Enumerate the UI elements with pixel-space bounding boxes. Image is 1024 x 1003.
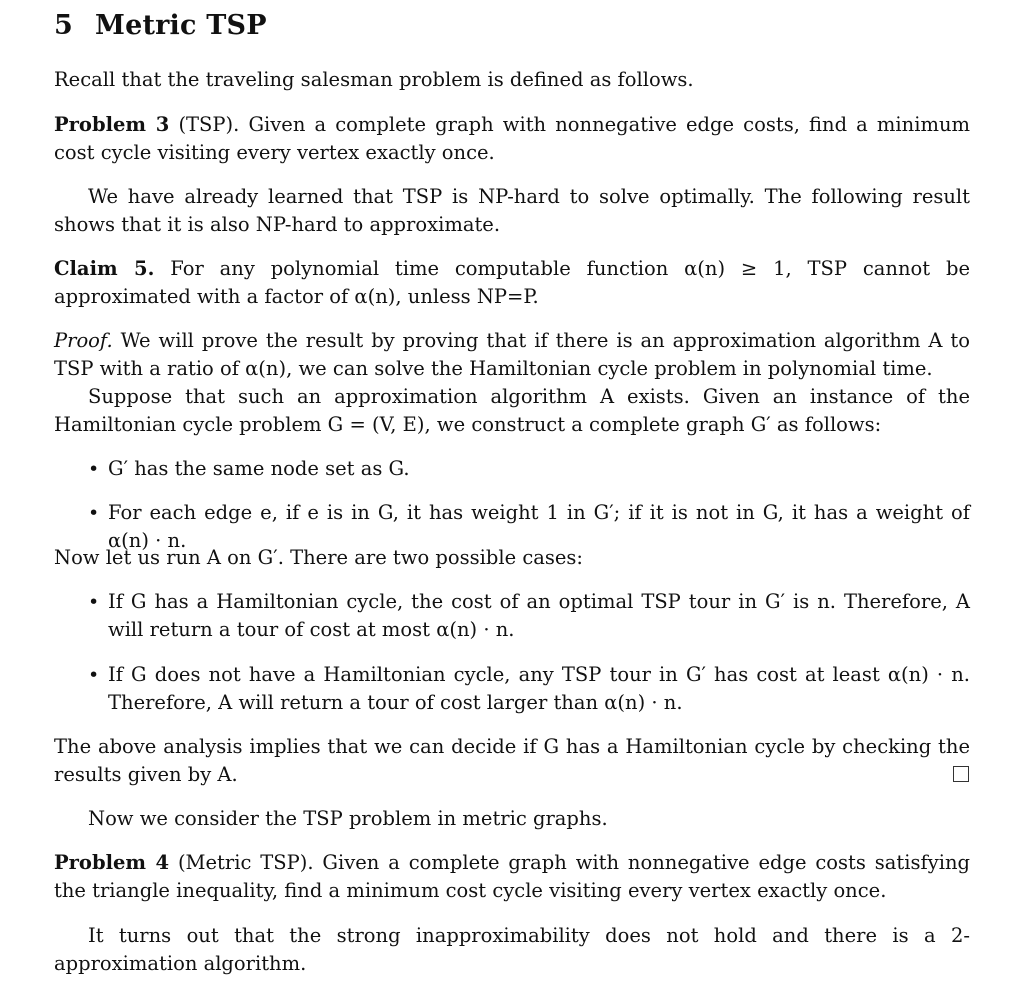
claim-5-text: For any polynomial time computable function α(n) ≥ 1, TSP cannot be approximated with a factor of α(n), unless NP=P. [54, 257, 970, 308]
proof-paragraph-2: Suppose that such an approximation algorithm A exists. Given an instance of the Hamiltonian cycle problem G = (V, E), we construct a complete graph G′ as follows: [54, 385, 970, 436]
proof-paragraph-1 [54, 327, 970, 383]
problem-3 [54, 111, 970, 167]
proof-paragraph-4 [54, 733, 970, 789]
proof-text-4: The above analysis implies that we can decide if G has a Hamiltonian cycle by checking the results given by A. [54, 735, 970, 786]
problem-4-name: (Metric TSP). [177, 851, 314, 874]
bullet-dot-icon: • [88, 458, 100, 480]
bullet-text: For each edge e, if e is in G, it has weight 1 in G′; if it is not in G, it has a weight of α(n) · n. [108, 501, 970, 552]
section-heading [54, 10, 267, 41]
np-hard-paragraph: We have already learned that TSP is NP-hard to solve optimally. The following result shows that it is also NP-hard to approximate. [54, 185, 970, 236]
problem-3-name: (TSP). [178, 113, 240, 136]
problem-4-text: Given a complete graph with nonnegative edge costs satisfying the triangle inequality, find a minimum cost cycle visiting every vertex exactly once. [54, 851, 970, 902]
claim-5-label: Claim 5. [54, 257, 155, 280]
qed-box-icon [953, 766, 969, 782]
proof-text-1: We will prove the result by proving that if there is an approximation algorithm A to TSP with a ratio of α(n), we can solve the Hamiltonian cycle problem in polynomial time. [54, 329, 970, 380]
bullet-text: If G does not have a Hamiltonian cycle, any TSP tour in G′ has cost at least α(n) · n. Therefore, A will return a tour of cost larger than α(n) · n. [108, 663, 970, 714]
closing-paragraph: It turns out that the strong inapproximability does not hold and there is a 2-approximation algorithm. [54, 924, 970, 975]
problem-4-label: Problem 4 [54, 851, 170, 874]
bullet-text: G′ has the same node set as G. [108, 457, 410, 480]
claim-5 [54, 255, 970, 311]
problem-4 [54, 849, 970, 905]
intro-paragraph: Recall that the traveling salesman problem is defined as follows. [54, 68, 694, 91]
problem-3-label: Problem 3 [54, 113, 170, 136]
metric-paragraph: Now we consider the TSP problem in metric graphs. [88, 807, 608, 830]
section-title: Metric TSP [95, 10, 267, 41]
bullet-dot-icon: • [88, 591, 100, 613]
bullet-dot-icon: • [88, 502, 100, 524]
bullet-dot-icon: • [88, 664, 100, 686]
problem-3-text: Given a complete graph with nonnegative edge costs, find a minimum cost cycle visiting every vertex exactly once. [54, 113, 970, 164]
proof-paragraph-3: Now let us run A on G′. There are two possible cases: [54, 546, 584, 569]
proof-label: Proof. [54, 329, 113, 352]
bullet-text: If G has a Hamiltonian cycle, the cost of an optimal TSP tour in G′ is n. Therefore, A will return a tour of cost at most α(n) · n. [108, 590, 970, 641]
section-number: 5 [54, 10, 73, 41]
